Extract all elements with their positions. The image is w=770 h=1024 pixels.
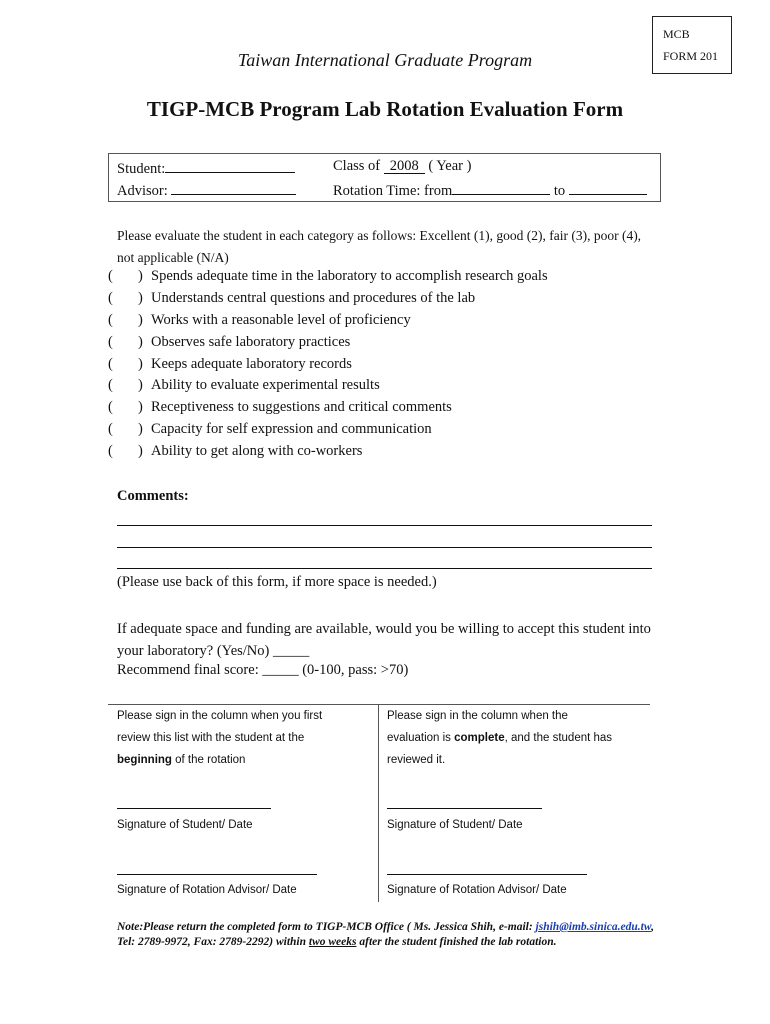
rating-close-paren[interactable]: ) <box>138 311 143 328</box>
right-column-instructions <box>387 705 612 771</box>
left-column-instructions <box>117 705 322 771</box>
rotation-label: Rotation Time: from <box>333 183 453 199</box>
criteria-text: Observes safe laboratory practices <box>151 333 351 350</box>
beginning-emphasis: beginning <box>117 754 172 766</box>
rating-close-paren[interactable]: ) <box>138 355 143 372</box>
form-number: FORM 201 <box>663 49 719 63</box>
deadline-emphasis: two weeks <box>308 936 357 948</box>
class-label: Class of <box>333 158 381 174</box>
program-name: Taiwan International Graduate Program <box>237 50 533 70</box>
left-intro-line1: Please sign in the column when you first <box>117 710 323 722</box>
rating-close-paren[interactable]: ) <box>138 268 143 284</box>
comments-line[interactable] <box>117 547 652 548</box>
left-advisor-signature-label: Signature of Rotation Advisor/ Date <box>117 884 297 896</box>
rating-open-paren[interactable]: ( <box>108 443 113 460</box>
right-student-signature-line[interactable] <box>387 808 542 809</box>
signature-table <box>108 704 650 902</box>
final-score-line: Recommend final score: _____ (0-100, pass: >70) <box>117 662 409 678</box>
rating-open-paren[interactable]: ( <box>108 289 113 306</box>
rotation-to-blank[interactable] <box>569 180 647 195</box>
right-student-signature-label: Signature of Student/ Date <box>387 819 523 831</box>
left-intro-line3: beginning of the rotation <box>117 754 246 766</box>
table-column-divider <box>378 704 379 902</box>
rotation-field[interactable] <box>333 180 647 200</box>
criteria-text: Capacity for self expression and communication <box>151 421 432 438</box>
rating-close-paren[interactable]: ) <box>138 399 143 416</box>
rating-close-paren[interactable]: ) <box>138 289 143 306</box>
right-advisor-signature-line[interactable] <box>387 874 587 875</box>
rating-open-paren[interactable]: ( <box>108 333 113 350</box>
rating-close-paren[interactable]: ) <box>138 377 143 394</box>
right-advisor-signature-label: Signature of Rotation Advisor/ Date <box>387 884 567 896</box>
class-suffix: ( Year ) <box>428 158 472 174</box>
class-field <box>333 158 471 175</box>
rating-close-paren[interactable]: ) <box>138 333 143 350</box>
accept-question: If adequate space and funding are available, would you be willing to accept this student into your laboratory? (Yes/No) _____ <box>117 621 651 659</box>
student-field[interactable] <box>117 158 295 178</box>
comments-line[interactable] <box>117 525 652 526</box>
form-dept: MCB <box>663 27 690 41</box>
instructions: Please evaluate the student in each category as follows: Excellent (1), good (2), fair (3), poor (4), not applicable (N/A) <box>117 228 642 265</box>
complete-emphasis: complete <box>454 732 505 744</box>
criteria-text: Ability to evaluate experimental results <box>151 377 380 394</box>
student-label: Student: <box>117 161 166 177</box>
student-blank[interactable] <box>165 158 295 173</box>
criteria-text: Receptiveness to suggestions and critical comments <box>151 399 452 416</box>
rotation-from-blank[interactable] <box>452 180 550 195</box>
advisor-label: Advisor: <box>117 183 168 199</box>
left-student-signature-label: Signature of Student/ Date <box>117 819 253 831</box>
comments-line[interactable] <box>117 568 652 569</box>
criteria-text: Understands central questions and procedures of the lab <box>151 289 476 306</box>
right-intro-line2: evaluation is complete, and the student has <box>387 732 613 744</box>
right-intro-line3: reviewed it. <box>387 754 446 766</box>
rotation-to-label: to <box>553 183 566 199</box>
criteria-text: Keeps adequate laboratory records <box>151 355 352 372</box>
class-year[interactable]: 2008 <box>384 159 425 174</box>
criteria-text: Spends adequate time in the laboratory to accomplish research goals <box>151 268 548 284</box>
rating-open-paren[interactable]: ( <box>108 311 113 328</box>
advisor-field[interactable] <box>117 180 296 200</box>
rating-close-paren[interactable]: ) <box>138 421 143 438</box>
criteria-text: Ability to get along with co-workers <box>151 443 363 460</box>
comments-label: Comments: <box>117 488 189 504</box>
rating-open-paren[interactable]: ( <box>108 355 113 372</box>
advisor-blank[interactable] <box>171 180 296 195</box>
page-title: TIGP-MCB Program Lab Rotation Evaluation Form <box>146 97 624 121</box>
right-intro-line1: Please sign in the column when the <box>387 710 568 722</box>
rating-open-paren[interactable]: ( <box>108 421 113 438</box>
rating-open-paren[interactable]: ( <box>108 377 113 394</box>
rating-open-paren[interactable]: ( <box>108 399 113 416</box>
rating-close-paren[interactable]: ) <box>138 443 143 460</box>
left-advisor-signature-line[interactable] <box>117 874 317 875</box>
back-of-form-note: (Please use back of this form, if more space is needed.) <box>117 574 437 590</box>
info-box <box>108 153 661 202</box>
office-email-link[interactable]: jshih@imb.sinica.edu.tw <box>535 921 652 933</box>
rating-open-paren[interactable]: ( <box>108 268 113 284</box>
criteria-text: Works with a reasonable level of proficiency <box>151 311 411 328</box>
return-note: Note:Please return the completed form to TIGP-MCB Office ( Ms. Jessica Shih, e-mail: jshih@imb.sinica.edu.tw, Tel: 2789-9972, Fax: 2789-2292) within two weeks after the student finished the lab rotation. <box>117 921 654 948</box>
left-student-signature-line[interactable] <box>117 808 271 809</box>
left-intro-line2: review this list with the student at the <box>117 732 305 744</box>
